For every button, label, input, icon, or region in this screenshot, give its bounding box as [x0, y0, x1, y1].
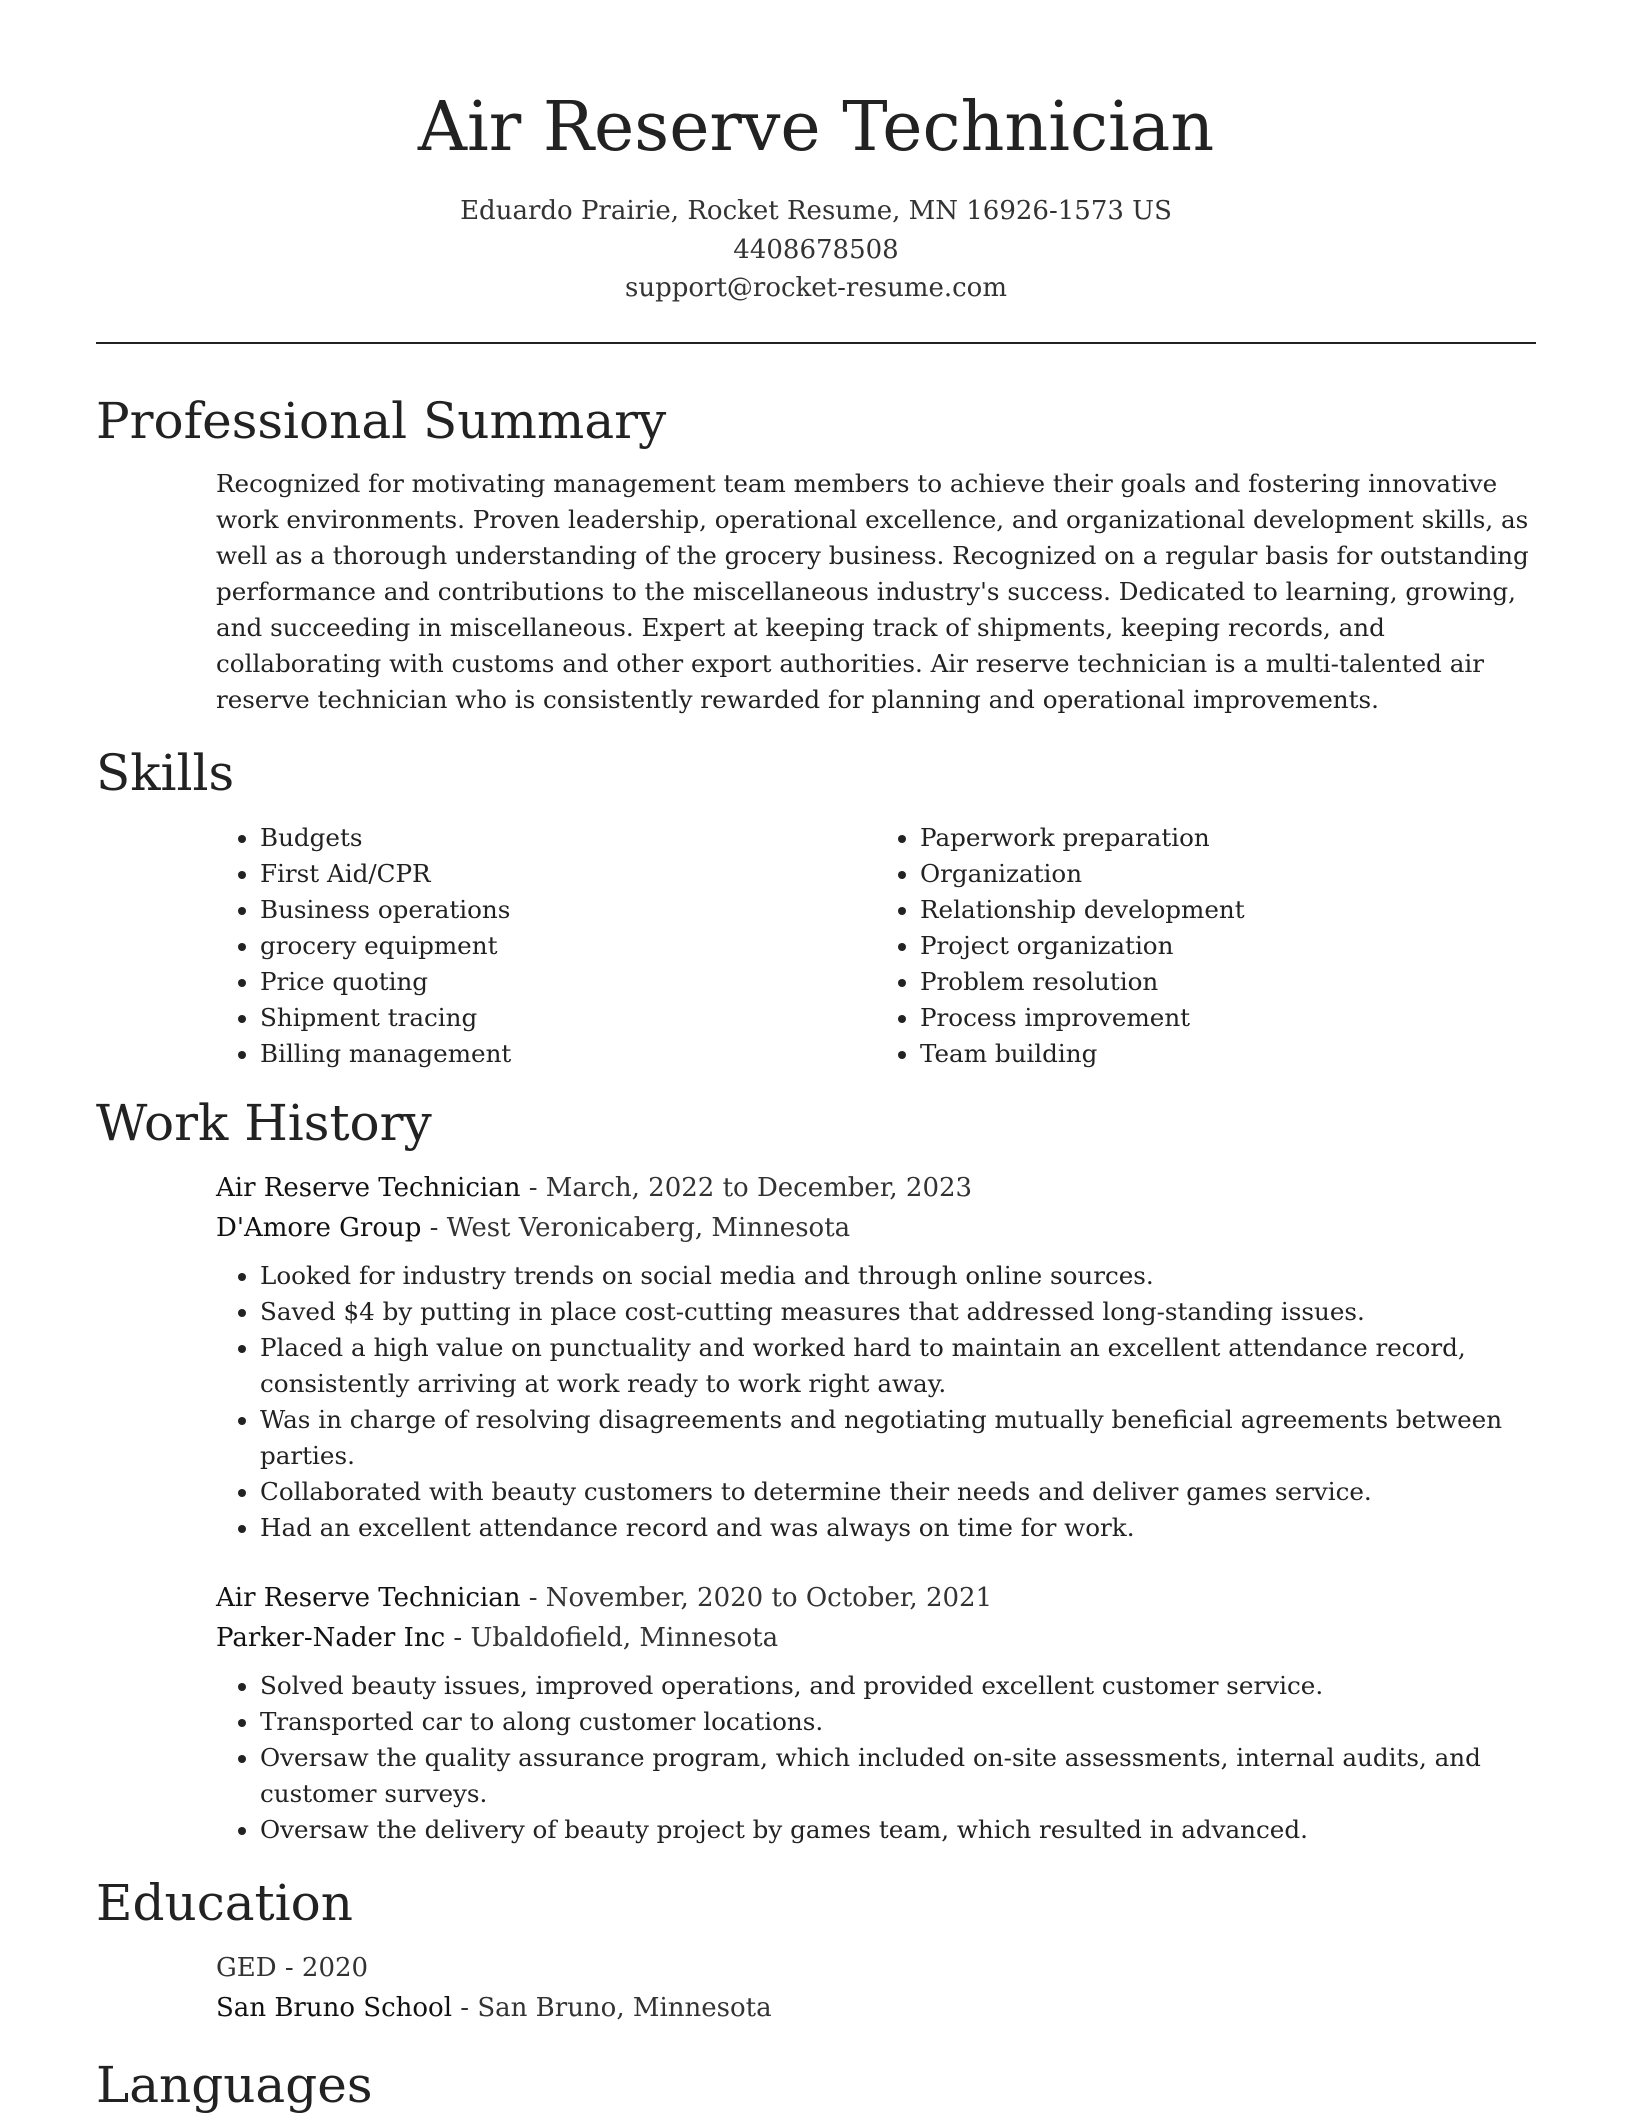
list-item: • Paperwork preparation	[920, 820, 1536, 856]
education-degree-line	[216, 1948, 1536, 1988]
list-item: • Looked for industry trends on social media and through online sources.	[260, 1258, 1536, 1294]
list-item: • Collaborated with beauty customers to determine their needs and deliver games service.	[260, 1474, 1536, 1510]
list-item: • Price quoting	[260, 964, 876, 1000]
list-item: • Shipment tracing	[260, 1000, 876, 1036]
job-location: - Ubaldofield, Minnesota	[445, 1622, 779, 1653]
list-item: • Problem resolution	[920, 964, 1536, 1000]
contact-email: support@rocket-resume.com	[624, 273, 1007, 303]
skills-list-right	[876, 820, 1536, 1072]
job-location: - West Veronicaberg, Minnesota	[421, 1212, 851, 1243]
list-item: • Organization	[920, 856, 1536, 892]
contact-block	[96, 192, 1536, 308]
job-title: Air Reserve Technician	[216, 1172, 521, 1203]
education-heading: Education	[96, 1873, 353, 1932]
work-heading: Work History	[96, 1093, 432, 1152]
languages-heading: Languages	[96, 2055, 373, 2114]
job-entry	[216, 1168, 1536, 1248]
list-item: • Was in charge of resolving disagreements and negotiating mutually beneficial agreements between parties.	[260, 1402, 1536, 1474]
list-item: • Saved $4 by putting in place cost-cutting measures that addressed long-standing issues.	[260, 1294, 1536, 1330]
education-school: San Bruno School	[216, 1992, 453, 2023]
job-title-line	[216, 1578, 1536, 1618]
job-dates: - November, 2020 to October, 2021	[520, 1582, 993, 1613]
summary-text: Recognized for motivating management team members to achieve their goals and fostering innovative work environments. Proven leadership, operational excellence, and organizational development skills, as well as a thorough understanding of the grocery business. Recognized on a regular basis for outstanding performance and contributions to the miscellaneous industry's success. Dedicated to learning, growing, and succeeding in miscellaneous. Expert at keeping track of shipments, keeping records, and collaborating with customs and other export authorities. Air reserve technician is a multi-talented air reserve technician who is consistently rewarded for planning and operational improvements.	[216, 468, 1529, 714]
list-item: • Solved beauty issues, improved operations, and provided excellent customer service.	[260, 1668, 1536, 1704]
list-item: • Business operations	[260, 892, 876, 928]
contact-phone: 4408678508	[733, 234, 899, 265]
education-entry	[216, 1948, 1536, 2028]
education-year: - 2020	[276, 1952, 369, 1983]
education-school-line	[216, 1988, 1536, 2028]
job-title: Air Reserve Technician	[216, 1582, 521, 1613]
job-company: D'Amore Group	[216, 1212, 422, 1243]
job-bullets	[216, 1668, 1536, 1848]
skills-columns	[216, 820, 1536, 1072]
list-item: • grocery equipment	[260, 928, 876, 964]
list-item: • First Aid/CPR	[260, 856, 876, 892]
job-entry	[216, 1578, 1536, 1658]
list-item: • Oversaw the quality assurance program, which included on-site assessments, internal audits, and customer surveys.	[260, 1740, 1536, 1812]
summary-heading: Professional Summary	[96, 391, 667, 450]
list-item: • Process improvement	[920, 1000, 1536, 1036]
job-title-line	[216, 1168, 1536, 1208]
list-item: • Project organization	[920, 928, 1536, 964]
contact-address: Eduardo Prairie, Rocket Resume, MN 16926-1573 US	[460, 196, 1172, 226]
resume-page	[96, 0, 1536, 2118]
list-item: • Budgets	[260, 820, 876, 856]
list-item: • Billing management	[260, 1036, 876, 1072]
header-divider	[96, 342, 1536, 344]
skills-list-left	[216, 820, 876, 1072]
resume-header	[96, 0, 1536, 308]
education-location: - San Bruno, Minnesota	[452, 1992, 772, 2023]
job-dates: - March, 2022 to December, 2023	[520, 1172, 973, 1203]
job-company-line	[216, 1208, 1536, 1248]
job-bullets	[216, 1258, 1536, 1546]
job-company: Parker-Nader Inc	[216, 1622, 446, 1653]
list-item: • Oversaw the delivery of beauty project by games team, which resulted in advanced.	[260, 1812, 1536, 1848]
job-company-line	[216, 1618, 1536, 1658]
list-item: • Relationship development	[920, 892, 1536, 928]
skills-heading: Skills	[96, 743, 235, 802]
education-degree: GED	[216, 1952, 277, 1983]
list-item: • Transported car to along customer locations.	[260, 1704, 1536, 1740]
list-item: • Team building	[920, 1036, 1536, 1072]
list-item: • Had an excellent attendance record and was always on time for work.	[260, 1510, 1536, 1546]
list-item: • Placed a high value on punctuality and worked hard to maintain an excellent attendance record, consistently arriving at work ready to work right away.	[260, 1330, 1536, 1402]
candidate-name: Air Reserve Technician	[417, 88, 1215, 167]
